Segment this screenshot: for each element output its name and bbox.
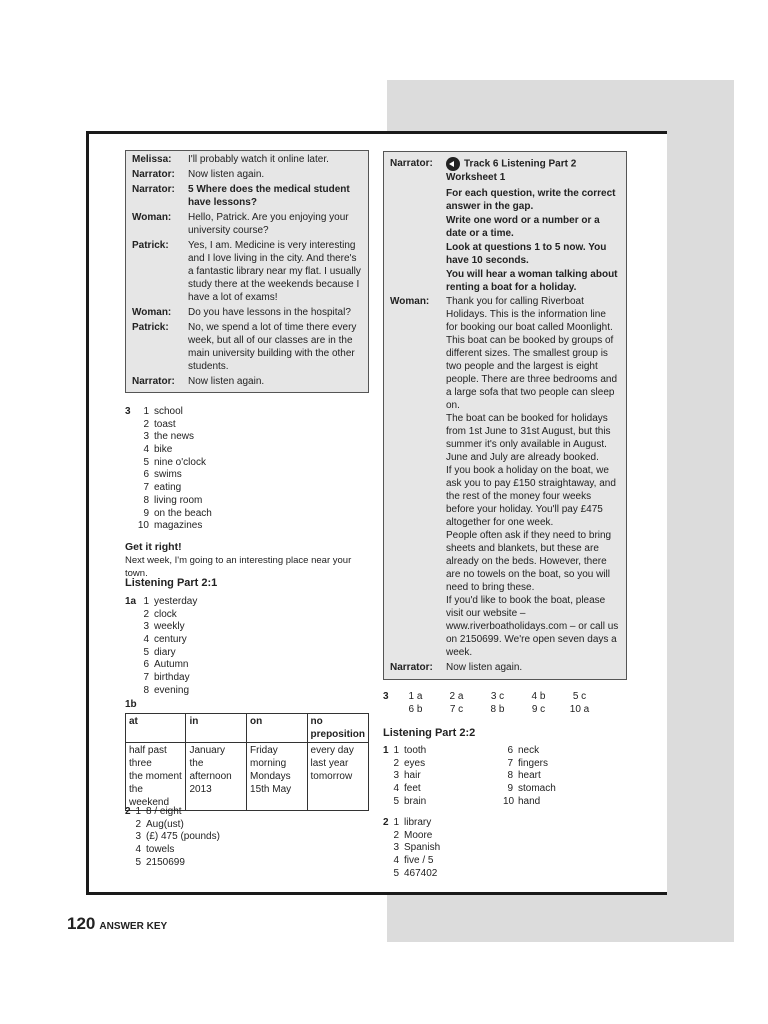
get-it-right-section xyxy=(125,541,375,580)
list-item xyxy=(503,744,556,757)
item-text: magazines xyxy=(154,520,203,532)
item-text: clock xyxy=(154,608,177,620)
item-number: 9 xyxy=(507,783,513,795)
table-header: no preposition xyxy=(307,714,368,743)
item-number: 10 xyxy=(503,795,515,807)
table-header: at xyxy=(126,714,186,743)
answer-list xyxy=(143,595,197,697)
item-text: heart xyxy=(518,770,541,782)
list-item xyxy=(135,456,212,469)
footer-label: ANSWER KEY xyxy=(99,921,168,932)
item-number: 1 xyxy=(143,406,149,417)
answer-cell: 6 b xyxy=(408,704,423,715)
list-item xyxy=(143,671,197,684)
item-text: 8 / eight xyxy=(146,806,182,817)
table-header: on xyxy=(247,714,308,743)
answer-row xyxy=(395,703,600,716)
answer-cell: 5 c xyxy=(572,691,587,702)
list-item xyxy=(503,757,556,770)
list-item xyxy=(143,646,197,659)
item-number: 4 xyxy=(143,634,149,646)
list-item xyxy=(135,519,212,532)
item-text: neck xyxy=(518,745,540,756)
list-item xyxy=(393,795,503,808)
exercise-label: 2 xyxy=(125,806,131,817)
exercise-1a xyxy=(125,595,325,697)
item-number: 3 xyxy=(143,431,149,443)
speech-paragraph: People often ask if they need to bring sheets and blankets, but these are already on the beds. However, there are no towels on the boat, so you will need to bring these. xyxy=(446,530,612,593)
list-item xyxy=(135,818,220,831)
item-number: 2 xyxy=(143,608,149,620)
exercise-1b-label: 1b xyxy=(125,699,137,710)
transcript-row xyxy=(132,306,362,319)
item-number: 5 xyxy=(143,646,149,658)
page-number: 120 xyxy=(67,914,96,933)
speaker-label: Patrick: xyxy=(132,322,169,333)
item-text: living room xyxy=(154,494,203,506)
item-text: weekly xyxy=(154,621,185,633)
item-text: brain xyxy=(404,795,427,807)
list-item xyxy=(393,841,440,854)
answer-cell: 9 c xyxy=(531,704,546,715)
list-item xyxy=(135,405,212,418)
speech-paragraph: If you'd like to book the boat, please visit our website – www.riverboatholidays.com – or call us on 2150699. We're open seven days a week. xyxy=(446,595,619,658)
list-item xyxy=(503,769,556,782)
speaker-label: Woman: xyxy=(132,307,172,318)
speaker-label: Narrator: xyxy=(132,169,175,180)
answer-list xyxy=(135,405,212,532)
item-number: 6 xyxy=(143,659,149,671)
answer-cell: 4 b xyxy=(531,691,546,702)
list-item xyxy=(143,595,197,608)
item-number: 2 xyxy=(143,418,149,430)
item-number: 4 xyxy=(143,444,149,456)
item-number: 4 xyxy=(135,844,141,856)
item-number: 9 xyxy=(143,507,149,519)
instruction-line: Write one word or a number or a date or a time. xyxy=(446,215,600,239)
speaker-label: Melissa: xyxy=(132,154,172,165)
transcript-row xyxy=(132,211,362,237)
item-number: 6 xyxy=(143,469,149,481)
list-item xyxy=(135,430,212,443)
item-number: 1 xyxy=(393,817,399,828)
item-number: 2 xyxy=(393,829,399,841)
answer-list xyxy=(503,744,556,807)
cell-line: every day xyxy=(310,745,354,756)
exercise-label: 2 xyxy=(383,817,389,828)
item-number: 7 xyxy=(143,672,149,684)
table-cell xyxy=(126,743,186,811)
transcript-row xyxy=(132,321,362,373)
exercise-1-right xyxy=(383,744,623,807)
item-text: Aug(ust) xyxy=(146,818,184,830)
get-it-right-text: Next week, I'm going to an interesting place near your town. xyxy=(125,555,352,579)
item-number: 4 xyxy=(393,855,399,867)
item-text: fingers xyxy=(518,757,549,769)
item-number: 1 xyxy=(393,745,399,756)
speech-paragraph: If you book a holiday on the boat, we ask you to pay £150 straightaway, and the rest of the money four weeks before your holiday. You'll pay £475 altogether for one week. xyxy=(446,465,616,528)
exercise-label: 1 xyxy=(383,745,389,756)
speaker-label: Patrick: xyxy=(132,240,169,251)
speech-paragraph: The boat can be booked for holidays from 1st June to 31st August, but this summer it's only available in August. June and July are already booked. xyxy=(446,413,611,463)
item-number: 2 xyxy=(393,757,399,769)
answer-cell: 1 a xyxy=(408,691,423,702)
item-text: 467402 xyxy=(404,867,438,879)
preposition-table xyxy=(125,713,369,811)
list-item xyxy=(393,829,440,842)
list-item xyxy=(135,856,220,869)
item-text: library xyxy=(404,817,432,828)
cell-line: 2013 xyxy=(189,784,212,795)
item-text: Autumn xyxy=(154,659,189,671)
speech-text: No, we spend a lot of time there every week, but all of our classes are in the main university building with the other students. xyxy=(188,322,357,372)
speaker-label: Narrator: xyxy=(132,376,175,387)
answer-cell: 7 c xyxy=(449,704,464,715)
exercise-2-right xyxy=(383,816,583,879)
cell-line: half past three xyxy=(129,745,167,769)
item-text: yesterday xyxy=(154,596,198,607)
item-number: 8 xyxy=(507,770,513,782)
item-number: 5 xyxy=(393,867,399,879)
item-number: 6 xyxy=(507,745,513,756)
instruction-line: You will hear a woman talking about renting a boat for a holiday. xyxy=(446,269,618,293)
list-item xyxy=(503,795,556,808)
list-item xyxy=(135,507,212,520)
list-item xyxy=(135,418,212,431)
list-item xyxy=(393,757,503,770)
item-text: nine o'clock xyxy=(154,456,206,468)
exercise-label: 3 xyxy=(125,406,131,417)
item-text: the news xyxy=(154,431,195,443)
woman-speech xyxy=(446,295,620,659)
item-text: five / 5 xyxy=(404,855,434,867)
item-number: 5 xyxy=(143,456,149,468)
item-text: feet xyxy=(404,783,421,795)
list-item xyxy=(143,658,197,671)
item-number: 3 xyxy=(135,831,141,843)
list-item xyxy=(135,468,212,481)
item-number: 8 xyxy=(143,494,149,506)
item-text: eating xyxy=(154,482,182,494)
item-text: diary xyxy=(154,646,176,658)
item-text: eyes xyxy=(404,757,426,769)
speech-text: Now listen again. xyxy=(188,169,265,180)
item-number: 1 xyxy=(143,596,149,607)
list-item xyxy=(143,633,197,646)
left-transcript-box xyxy=(125,150,369,393)
list-item xyxy=(135,443,212,456)
exercise-label: 1a xyxy=(125,596,137,607)
answer-list xyxy=(135,805,220,868)
exercise-3-right xyxy=(383,690,623,716)
answer-cell: 10 a xyxy=(569,704,590,715)
answer-cell: 8 b xyxy=(490,704,505,715)
speech-text: Yes, I am. Medicine is very interesting and I love living in the city. And there's a fantastic library near my flat. I usually study there at the weekends because I have a lot of exams! xyxy=(188,240,361,303)
list-item xyxy=(135,843,220,856)
transcript-row xyxy=(132,375,362,388)
audio-speaker-icon xyxy=(446,157,460,171)
speaker-label: Narrator: xyxy=(390,662,433,673)
item-number: 5 xyxy=(393,795,399,807)
transcript-row xyxy=(132,239,362,304)
item-number: 7 xyxy=(143,482,149,494)
list-item xyxy=(393,816,440,829)
speech-text: 5 Where does the medical student have lessons? xyxy=(188,184,350,208)
speaker-label: Woman: xyxy=(390,296,430,307)
cell-line: Mondays xyxy=(250,771,291,782)
table-cell xyxy=(186,743,247,811)
list-item xyxy=(143,620,197,633)
item-text: swims xyxy=(154,469,182,481)
list-item xyxy=(135,494,212,507)
speaker-label: Woman: xyxy=(132,212,172,223)
item-text: on the beach xyxy=(154,507,212,519)
list-item xyxy=(393,854,440,867)
table-cell xyxy=(247,743,308,811)
answer-list xyxy=(393,816,440,879)
exercise-label: 3 xyxy=(383,691,389,702)
cell-line: the weekend xyxy=(129,784,170,808)
exercise-2-left xyxy=(125,805,325,868)
list-item xyxy=(393,867,440,880)
table-header: in xyxy=(186,714,247,743)
transcript-row xyxy=(132,153,362,166)
cell-line: 15th May xyxy=(250,784,292,795)
item-text: hand xyxy=(518,795,541,807)
track-title-row xyxy=(446,157,620,184)
list-item xyxy=(143,684,197,697)
speaker-label: Narrator: xyxy=(390,158,433,169)
answer-cell: 3 c xyxy=(490,691,505,702)
speech-text: Do you have lessons in the hospital? xyxy=(188,307,351,318)
item-text: stomach xyxy=(518,783,556,795)
cell-line: Friday morning xyxy=(250,745,287,769)
speech-text: Now listen again. xyxy=(188,376,265,387)
page-footer xyxy=(67,914,167,934)
speech-text: I'll probably watch it online later. xyxy=(188,154,329,165)
cell-line: the afternoon xyxy=(189,758,232,782)
item-text: Moore xyxy=(404,829,433,841)
item-number: 7 xyxy=(507,757,513,769)
item-text: hair xyxy=(404,770,421,782)
item-text: towels xyxy=(146,844,175,856)
speech-text: Now listen again. xyxy=(446,662,523,673)
item-text: 2150699 xyxy=(146,856,185,868)
list-item xyxy=(393,744,503,757)
right-transcript-box xyxy=(383,151,627,680)
list-item xyxy=(393,782,503,795)
list-item xyxy=(393,769,503,782)
item-number: 5 xyxy=(135,856,141,868)
item-number: 3 xyxy=(393,770,399,782)
list-item xyxy=(135,481,212,494)
cell-line: the moment xyxy=(129,771,182,782)
item-number: 2 xyxy=(135,818,141,830)
instruction-line: For each question, write the correct answer in the gap. xyxy=(446,188,616,212)
item-text: school xyxy=(154,406,183,417)
item-number: 4 xyxy=(393,783,399,795)
exercise-3-left xyxy=(125,405,325,532)
transcript-row xyxy=(132,183,362,209)
list-item xyxy=(143,608,197,621)
item-text: birthday xyxy=(154,672,190,684)
listening-part-2-1-heading: Listening Part 2:1 xyxy=(125,577,218,589)
track-title: Track 6 Listening Part 2 Worksheet 1 xyxy=(446,158,577,183)
cell-line: January xyxy=(189,745,226,756)
speech-paragraph: Thank you for calling Riverboat Holidays. This is the information line for booking our boat called Moonlight. This boat can be booked by groups of different sizes. The smallest group is two people and the largest is eight people. There are three bedrooms and a large sofa that two people can sleep on. xyxy=(446,296,618,411)
transcript-row xyxy=(132,168,362,181)
item-number: 3 xyxy=(393,842,399,854)
item-text: bike xyxy=(154,444,173,456)
answer-row xyxy=(395,690,600,703)
item-number: 10 xyxy=(137,520,149,532)
speech-text: Hello, Patrick. Are you enjoying your university course? xyxy=(188,212,349,236)
item-text: century xyxy=(154,634,187,646)
item-text: evening xyxy=(154,684,190,696)
cell-line: tomorrow xyxy=(310,771,353,782)
instructions-block xyxy=(446,187,620,294)
item-text: tooth xyxy=(404,745,427,756)
listening-part-2-2-heading: Listening Part 2:2 xyxy=(383,727,476,739)
table-cell xyxy=(307,743,368,811)
cell-line: last year xyxy=(310,758,349,769)
get-it-right-title: Get it right! xyxy=(125,541,182,553)
item-number: 8 xyxy=(143,684,149,696)
item-text: (£) 475 (pounds) xyxy=(146,831,220,843)
item-text: toast xyxy=(154,418,176,430)
speaker-label: Narrator: xyxy=(132,184,175,195)
list-item xyxy=(135,805,220,818)
list-item xyxy=(135,830,220,843)
item-number: 3 xyxy=(143,621,149,633)
list-item xyxy=(503,782,556,795)
instruction-line: Look at questions 1 to 5 now. You have 10 seconds. xyxy=(446,242,607,266)
item-text: Spanish xyxy=(404,842,441,854)
answer-list xyxy=(393,744,503,807)
item-number: 1 xyxy=(135,806,141,817)
answer-cell: 2 a xyxy=(449,691,464,702)
